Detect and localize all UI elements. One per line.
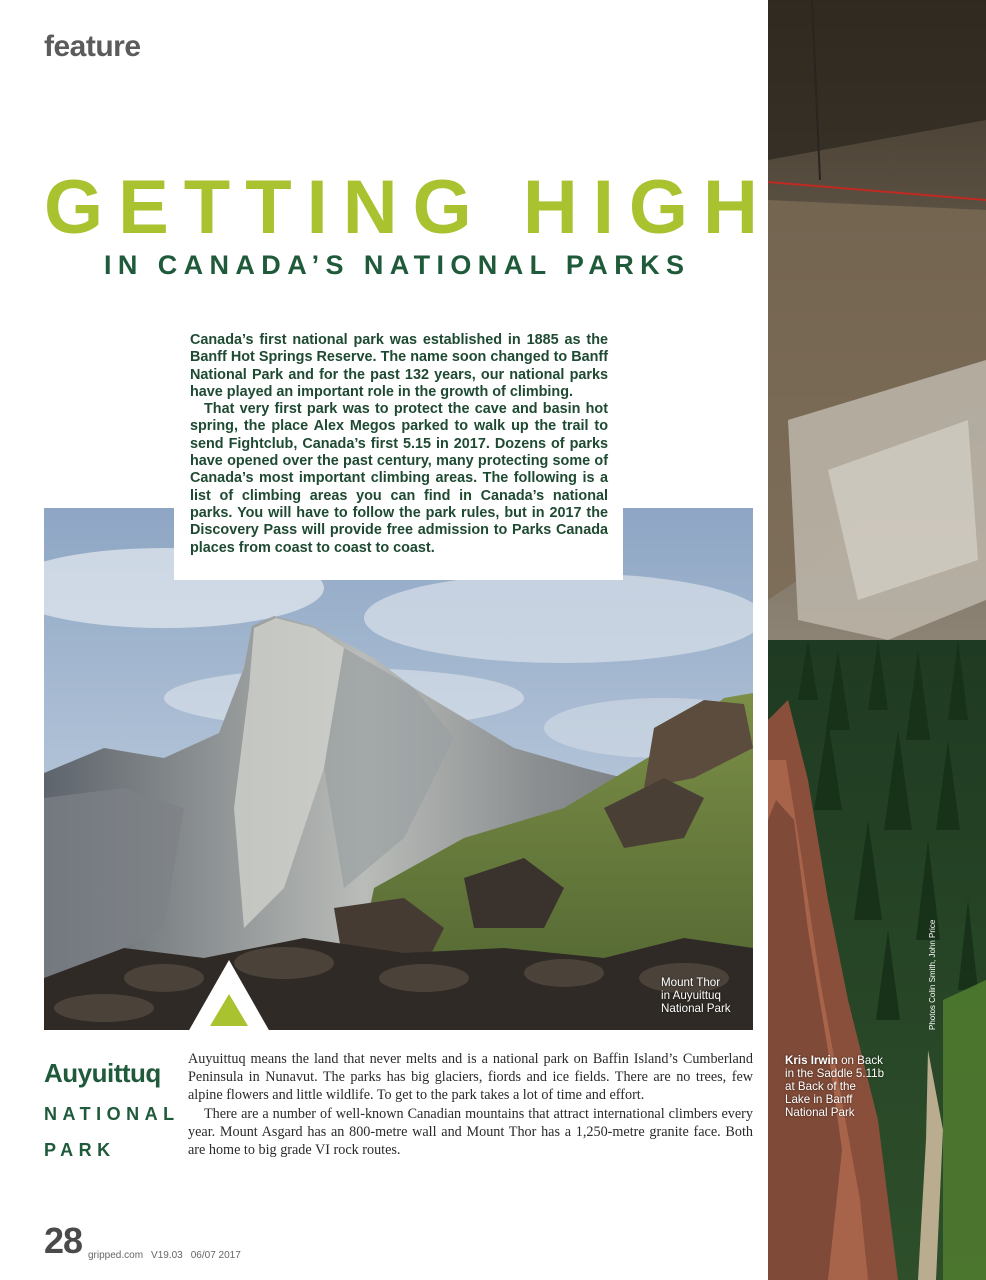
caption-line: National Park: [661, 1002, 731, 1015]
folio: [88, 1250, 249, 1261]
side-photo-caption: [785, 1054, 935, 1119]
caption-line: at Back of the: [785, 1080, 856, 1093]
section-park-word: PARK: [44, 1140, 116, 1160]
caption-line: on Back: [837, 1054, 883, 1067]
page-number: 28: [44, 1220, 83, 1261]
body-paragraph: There are a number of well-known Canadian mountains that attract international climbers every year. Mount Asgard has an 800-metre wall and Mount Thor has a 1,250-metre granite face. Both are home to big grade VI rock routes.: [188, 1105, 753, 1159]
article-title: GETTING HIGH: [44, 165, 773, 250]
intro-text: [190, 332, 608, 557]
caption-line: in the Saddle 5.11b: [785, 1067, 885, 1080]
caption-line: Mount Thor: [661, 976, 721, 989]
article-subtitle: IN CANADA’S NATIONAL PARKS: [104, 250, 691, 280]
section-label: feature: [44, 30, 141, 63]
section-body: [188, 1050, 753, 1159]
section-park-name: Auyuittuq: [44, 1058, 161, 1088]
intro-paragraph: That very first park was to protect the cave and basin hot spring, the place Alex Megos parked to walk up the trail to send Fightclub, Canada’s first 5.15 in 2017. Dozens of parks have opened over the past century, many protecting some of Canada’s most important climbing areas. The following is a list of climbing areas you can find in Canada’s national parks. You will have to follow the park rules, but in 2017 the Discovery Pass will provide free admission to Parks Canada places from coast to coast to coast.: [190, 401, 608, 556]
section-park-word: NATIONAL: [44, 1104, 180, 1124]
park-triangle-icon: [186, 958, 272, 1034]
side-photo: [768, 0, 986, 1280]
intro-paragraph: Canada’s first national park was established in 1885 as the Banff Hot Springs Reserve. The name soon changed to Banff National Park and for the past 132 years, our national parks have played an important role in the growth of climbing.: [190, 332, 608, 400]
folio-volume: V19.03: [151, 1250, 183, 1261]
mount-thor-graphic: [44, 508, 753, 1030]
folio-date: 06/07 2017: [190, 1250, 241, 1261]
caption-line: Lake in Banff: [785, 1093, 853, 1106]
caption-line: in Auyuittuq: [661, 989, 721, 1002]
body-paragraph: Auyuittuq means the land that never melts and is a national park on Baffin Island’s Cumberland Peninsula in Nunavut. The parks has big glaciers, fiords and ice fields. There are no trees, few alpine flowers and little wildlife. To get to the park takes a lot of time and effort.: [188, 1051, 753, 1104]
caption-line: National Park: [785, 1106, 855, 1119]
caption-climber-name: Kris Irwin: [785, 1054, 838, 1067]
main-photo-caption: [661, 976, 751, 1015]
main-photo: [44, 508, 753, 1030]
photo-credit: Photos Colin Smith, John Price: [928, 919, 937, 1030]
folio-site: gripped.com: [88, 1250, 144, 1261]
